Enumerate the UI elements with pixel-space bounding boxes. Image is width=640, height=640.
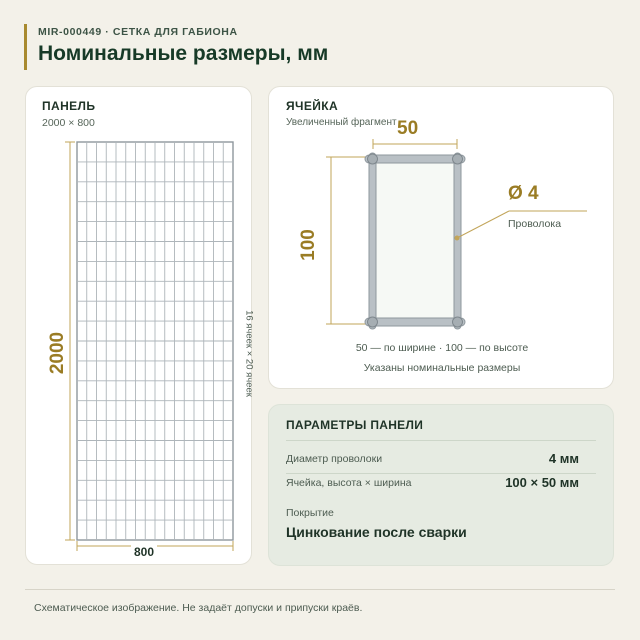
- wire-label: Проволока: [508, 218, 562, 230]
- param-label: Диаметр проволоки: [286, 453, 383, 465]
- param-row-cell-size: [286, 475, 579, 493]
- cell-dimensions-caption: 50 — по ширине · 100 — по высоте: [355, 342, 529, 354]
- panel-width-label: 800: [131, 545, 157, 559]
- params-card-title: ПАРАМЕТРЫ ПАНЕЛИ: [286, 418, 424, 432]
- cell-card-subtitle: Увеличенный фрагмент: [286, 117, 397, 128]
- param-row-wire-diameter: [286, 451, 579, 469]
- param-label: Ячейка, высота × ширина: [286, 477, 412, 489]
- panel-height-label: 2000: [47, 331, 68, 375]
- wire-diameter-label: Ø 4: [508, 183, 539, 204]
- cell-height-label: 100: [298, 229, 319, 261]
- cell-card-title: ЯЧЕЙКА: [286, 99, 339, 113]
- coating-value: Цинкование после сварки: [286, 524, 467, 540]
- params-card: [268, 404, 614, 566]
- footer-divider: [25, 589, 615, 590]
- coating-label: Покрытие: [286, 507, 334, 519]
- params-title-divider: [286, 440, 596, 441]
- product-sku: MIR-000449 · СЕТКА ДЛЯ ГАБИОНА: [38, 26, 238, 38]
- cell-nominal-note: Указаны номинальные размеры: [363, 362, 521, 374]
- page-title: Номинальные размеры, мм: [38, 42, 329, 65]
- panel-mesh-grid: [77, 142, 233, 540]
- footer-note: Схематическое изображение. Не задаёт допуски и припуски краёв.: [34, 602, 363, 614]
- header-accent-bar: [24, 24, 27, 70]
- panel-card: [25, 86, 255, 565]
- param-value: 4 мм: [548, 451, 579, 466]
- cell-card: [268, 86, 614, 389]
- param-value: 100 × 50 мм: [505, 475, 579, 490]
- panel-size-subtitle: 2000 × 800: [42, 117, 95, 129]
- params-row-divider: [286, 473, 596, 474]
- cell-width-label: 50: [397, 118, 419, 139]
- panel-card-title: ПАНЕЛЬ: [42, 99, 96, 113]
- panel-grid-count-label: 16 ячеек × 20 ячеек: [243, 310, 255, 397]
